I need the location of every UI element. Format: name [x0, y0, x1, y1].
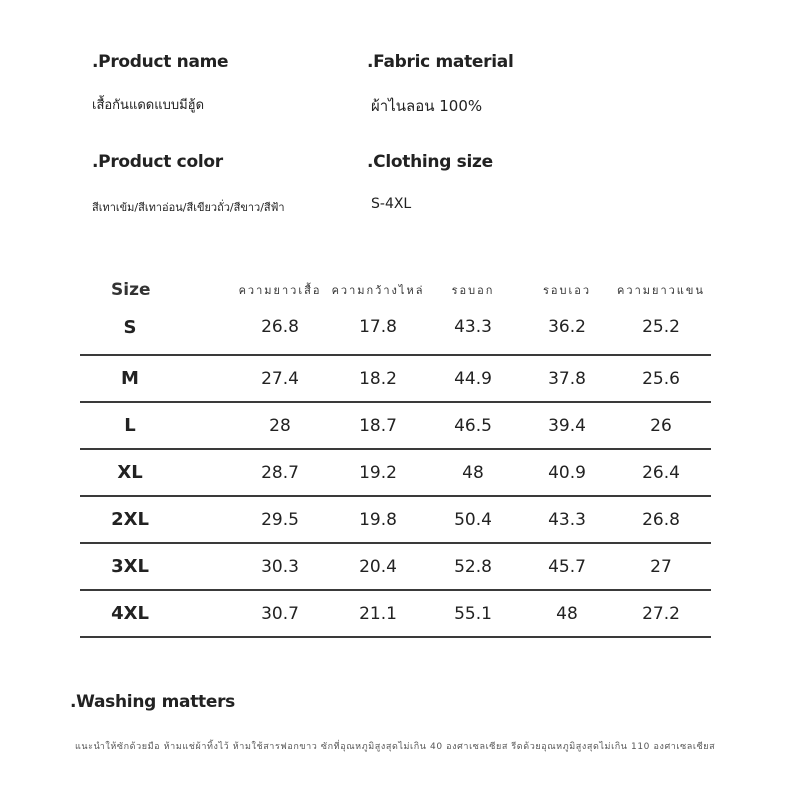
measurement-cell: 17.8 [359, 317, 397, 337]
measurement-cell: 26.4 [642, 462, 680, 483]
measurement-cell: 26.8 [642, 509, 680, 530]
fabric-material-heading: .Fabric material [367, 52, 514, 72]
measurement-cell: 27 [650, 556, 672, 577]
size-cell: 4XL [111, 603, 149, 624]
table-row [80, 497, 711, 544]
measurement-cell: 36.2 [548, 317, 586, 337]
measurement-cell: 18.7 [359, 415, 397, 436]
product-color-heading: .Product color [92, 152, 223, 172]
measurement-cell: 55.1 [454, 603, 492, 624]
measurement-cell: 27.2 [642, 603, 680, 624]
product-name-value: เสื้อกันแดดแบบมีฮู้ด [92, 98, 205, 113]
measurement-cell: 43.3 [548, 509, 586, 530]
measurement-cell: 45.7 [548, 556, 586, 577]
table-row [80, 356, 711, 403]
washing-text: แนะนำให้ซักด้วยมือ ห้ามแช่ผ้าทิ้งไว้ ห้ามใช้สารฟอกขาว ซักที่อุณหภูมิสูงสุดไม่เกิน 40 องศาเซลเซียส รีดด้วยอุณหภูมิสูงสุดไม่เกิน 110 องศาเซลเซียส [75, 742, 716, 752]
size-cell: XL [117, 462, 143, 483]
size-table-body [80, 300, 711, 638]
size-cell: 2XL [111, 509, 149, 530]
product-name-heading: .Product name [92, 52, 229, 72]
table-row [80, 300, 711, 356]
measurement-cell: 30.7 [261, 603, 299, 624]
header-length: ความยาวเสื้อ [238, 284, 322, 297]
measurement-cell: 48 [556, 603, 578, 624]
measurement-cell: 19.8 [359, 509, 397, 530]
measurement-cell: 18.2 [359, 368, 397, 389]
size-cell: L [124, 415, 136, 436]
measurement-cell: 28 [269, 415, 291, 436]
measurement-cell: 26 [650, 415, 672, 436]
measurement-cell: 28.7 [261, 462, 299, 483]
measurement-cell: 25.2 [642, 317, 680, 337]
size-cell: S [123, 316, 137, 338]
measurement-cell: 39.4 [548, 415, 586, 436]
measurement-cell: 48 [462, 462, 484, 483]
table-row [80, 544, 711, 591]
table-row [80, 403, 711, 450]
measurement-cell: 44.9 [454, 368, 492, 389]
header-shoulder: ความกว้างไหล่ [331, 284, 425, 297]
measurement-cell: 20.4 [359, 556, 397, 577]
measurement-cell: 43.3 [454, 317, 492, 337]
table-row [80, 450, 711, 497]
size-cell: M [121, 368, 139, 389]
measurement-cell: 25.6 [642, 368, 680, 389]
clothing-size-heading: .Clothing size [367, 152, 493, 172]
measurement-cell: 46.5 [454, 415, 492, 436]
header-sleeve: ความยาวแขน [617, 284, 705, 297]
measurement-cell: 52.8 [454, 556, 492, 577]
measurement-cell: 26.8 [261, 317, 299, 337]
table-row [80, 591, 711, 638]
clothing-size-value: S-4XL [371, 196, 412, 212]
size-cell: 3XL [111, 556, 149, 577]
measurement-cell: 50.4 [454, 509, 492, 530]
measurement-cell: 19.2 [359, 462, 397, 483]
header-chest: รอบอก [451, 284, 495, 297]
measurement-cell: 40.9 [548, 462, 586, 483]
measurement-cell: 21.1 [359, 603, 397, 624]
measurement-cell: 30.3 [261, 556, 299, 577]
header-size: Size [111, 280, 151, 300]
washing-heading: .Washing matters [70, 692, 235, 712]
size-table [80, 272, 711, 638]
measurement-cell: 29.5 [261, 509, 299, 530]
measurement-cell: 37.8 [548, 368, 586, 389]
product-color-value: สีเทาเข้ม/สีเทาอ่อน/สีเขียวถั่ว/สีขาว/สีฟ้า [92, 201, 285, 214]
fabric-material-value: ผ้าไนลอน 100% [371, 97, 483, 115]
measurement-cell: 27.4 [261, 368, 299, 389]
header-waist: รอบเอว [542, 284, 592, 297]
